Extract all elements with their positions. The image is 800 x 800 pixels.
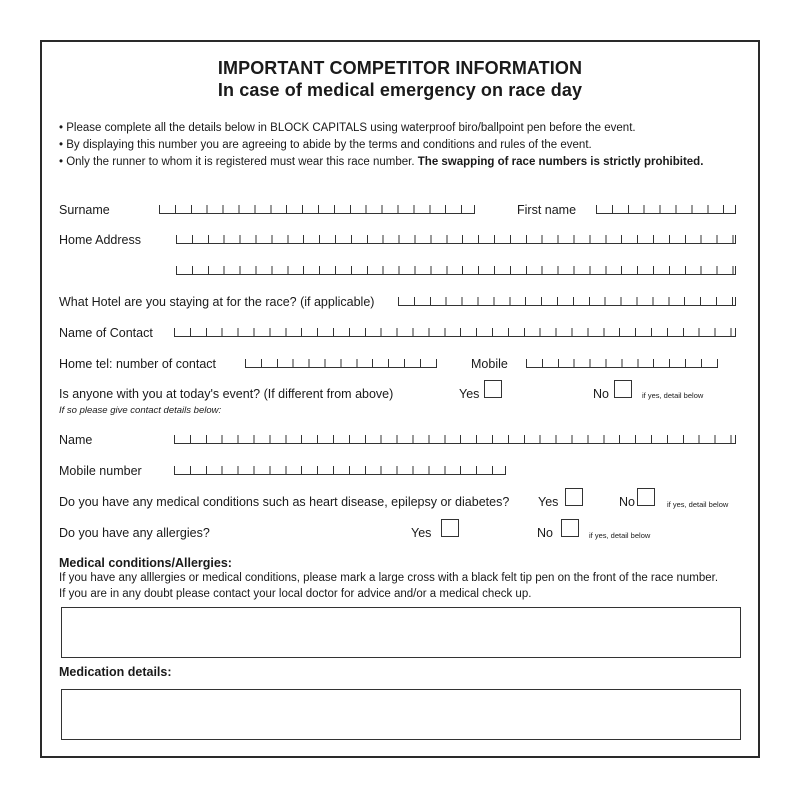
home-address-field-line2[interactable]: [176, 266, 736, 275]
mobile-field[interactable]: [526, 359, 718, 368]
mobile-number-label: Mobile number: [59, 464, 142, 478]
anyone-no-label: No: [593, 387, 609, 401]
home-address-label: Home Address: [59, 233, 141, 247]
allergies-detail-note: if yes, detail below: [589, 531, 651, 540]
mobile-label: Mobile: [471, 357, 508, 371]
first-name-field[interactable]: [596, 205, 736, 214]
contact-details-note: If so please give contact details below:: [59, 405, 222, 416]
home-address-field-line1[interactable]: [176, 235, 736, 244]
form-title: IMPORTANT COMPETITOR INFORMATION: [217, 58, 583, 78]
anyone-yes-label: Yes: [459, 387, 480, 401]
medical-conditions-question: Do you have any medical conditions such as heart disease, epilepsy or diabetes?: [59, 495, 510, 509]
medical-section-note-cross: If you have any alllergies or medical conditions, please mark a large cross with a black felt tip pen on the front of the race number.: [59, 572, 719, 584]
medical-yes-checkbox[interactable]: [565, 488, 583, 506]
hotel-label: What Hotel are you staying at for the race? (if applicable): [59, 295, 375, 309]
anyone-yes-checkbox[interactable]: [484, 380, 502, 398]
medical-section-note-doctor: If you are in any doubt please contact your local doctor for advice and/or a medical check up.: [59, 588, 532, 600]
medical-yes-label: Yes: [538, 495, 559, 509]
anyone-detail-note: if yes, detail below: [642, 391, 704, 400]
anyone-no-checkbox[interactable]: [614, 380, 632, 398]
home-tel-field[interactable]: [245, 359, 437, 368]
medical-no-label: No: [619, 495, 635, 509]
allergies-yes-label: Yes: [411, 526, 432, 540]
home-tel-label: Home tel: number of contact: [59, 357, 217, 371]
allergies-no-checkbox[interactable]: [561, 519, 579, 537]
allergies-question: Do you have any allergies?: [59, 526, 210, 540]
medical-section-heading: Medical conditions/Allergies:: [59, 556, 232, 570]
name-label: Name: [59, 433, 93, 447]
surname-field[interactable]: [159, 205, 475, 214]
name-of-contact-label: Name of Contact: [59, 326, 153, 340]
form-subtitle: In case of medical emergency on race day: [217, 80, 583, 100]
medication-section-heading: Medication details:: [59, 665, 172, 679]
medication-details-textarea[interactable]: [61, 689, 741, 740]
mobile-number-field[interactable]: [174, 466, 506, 475]
first-name-label: First name: [517, 203, 577, 217]
allergies-no-label: No: [537, 526, 553, 540]
name-of-contact-field[interactable]: [174, 328, 736, 337]
instruction-swapping: [59, 156, 703, 168]
instruction-block-capitals: • Please complete all the details below in BLOCK CAPITALS using waterproof biro/ballpoint pen before the event.: [59, 122, 636, 134]
hotel-field[interactable]: [398, 297, 736, 306]
allergies-yes-checkbox[interactable]: [441, 519, 459, 537]
instruction-swapping-warning: The swapping of race numbers is strictly prohibited.: [417, 156, 704, 168]
medical-conditions-textarea[interactable]: [61, 607, 741, 658]
instruction-terms: • By displaying this number you are agreeing to abide by the terms and conditions and rules of the event.: [59, 139, 592, 151]
name-field[interactable]: [174, 435, 736, 444]
medical-no-checkbox[interactable]: [637, 488, 655, 506]
instruction-swapping-text: • Only the runner to whom it is registered must wear this race number.: [59, 156, 418, 168]
anyone-with-you-label: Is anyone with you at today's event? (If different from above): [59, 387, 394, 401]
medical-detail-note: if yes, detail below: [667, 500, 729, 509]
surname-label: Surname: [59, 203, 110, 217]
